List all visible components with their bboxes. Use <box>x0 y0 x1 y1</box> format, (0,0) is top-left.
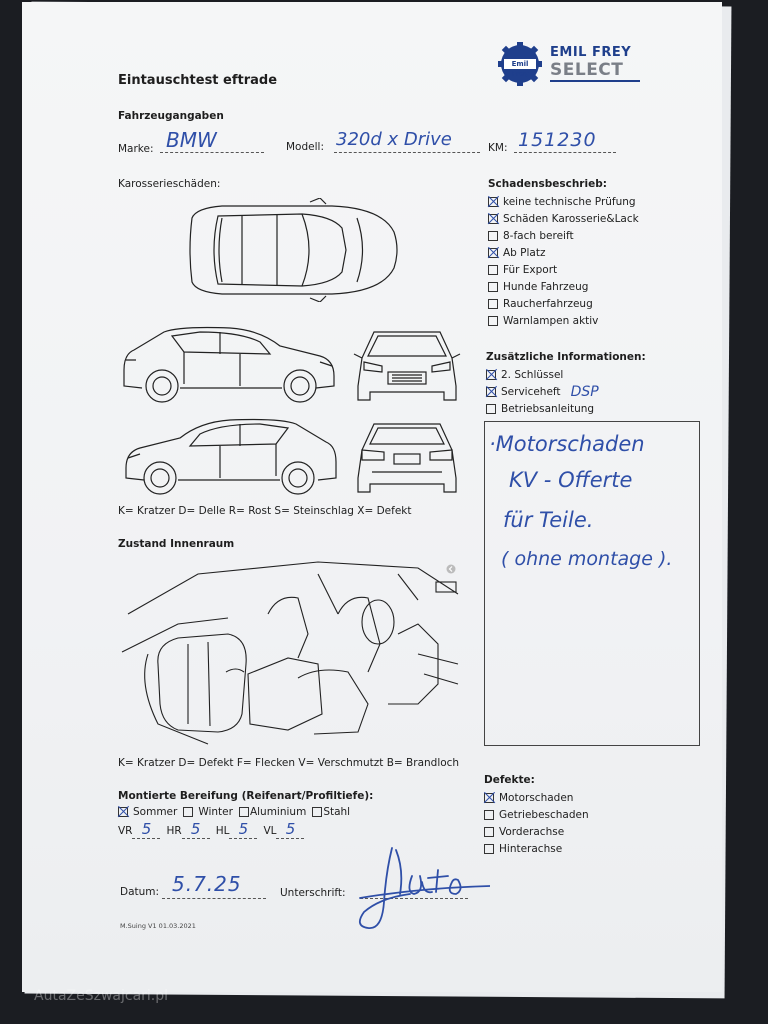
tire-depth-label: HR <box>166 825 182 837</box>
checkbox-label: Stahl <box>323 805 351 818</box>
checkbox-box[interactable] <box>486 387 496 397</box>
date-label: Datum: <box>120 886 160 898</box>
tire-depth-hr <box>166 820 209 839</box>
checkbox-label: Für Export <box>503 263 558 276</box>
damage-description-heading: Schadensbeschrieb: <box>488 178 607 190</box>
car-left-side-diagram <box>120 324 340 408</box>
checkbox-box[interactable] <box>488 282 498 292</box>
body-damage-heading: Karosserieschäden: <box>118 178 221 190</box>
logo-rule <box>550 80 640 82</box>
checkbox-box[interactable] <box>488 299 498 309</box>
checkbox-raucherfahrzeug[interactable] <box>488 295 639 312</box>
notes-line-3: für Teile. <box>503 508 594 532</box>
checkbox-hinterachse[interactable] <box>484 840 589 857</box>
interior-heading: Zustand Innenraum <box>118 538 235 550</box>
checkbox-box[interactable] <box>486 404 496 414</box>
checkbox-box[interactable] <box>488 248 498 258</box>
checkbox-serviceheft[interactable] <box>486 383 599 400</box>
tire-depth-row <box>118 820 304 839</box>
checkbox-label: Serviceheft <box>501 385 561 398</box>
tire-depth-label: VR <box>118 825 133 837</box>
checkbox-box[interactable] <box>183 807 193 817</box>
checkbox-box[interactable] <box>486 370 496 380</box>
notes-line-4: ( ohne montage ). <box>501 548 673 570</box>
checkbox-box[interactable] <box>484 793 494 803</box>
checkbox-2-schluessel[interactable] <box>486 366 599 383</box>
make-label: Marke: <box>118 143 154 155</box>
signature-label: Unterschrift: <box>280 887 346 899</box>
checkbox-8-fach-bereift[interactable] <box>488 227 639 244</box>
emil-frey-logo <box>498 42 643 86</box>
checkbox-label: 8-fach bereift <box>503 229 574 242</box>
car-top-view-diagram <box>182 198 402 302</box>
checkbox-label: Vorderachse <box>499 825 565 838</box>
checkbox-motorschaden[interactable] <box>484 789 589 806</box>
tire-depth-value: 5 <box>229 820 257 839</box>
form-sheet <box>22 2 722 992</box>
body-damage-legend: K= Kratzer D= Delle R= Rost S= Steinschlag X= Defekt <box>118 505 412 517</box>
checkbox-ab-platz[interactable] <box>488 244 639 261</box>
serviceheft-note: DSP <box>570 383 599 400</box>
interior-legend: K= Kratzer D= Defekt F= Flecken V= Verschmutzt B= Brandloch <box>118 757 460 769</box>
checkbox-vorderachse[interactable] <box>484 823 589 840</box>
model-value: 320d x Drive <box>336 129 452 150</box>
checkbox-getriebeschaden[interactable] <box>484 806 589 823</box>
tire-depth-value: 5 <box>276 820 304 839</box>
tire-depth-value: 5 <box>182 820 210 839</box>
checkbox-label: keine technische Prüfung <box>503 195 636 208</box>
logo-line-2: SELECT <box>550 60 624 80</box>
checkbox-label: Sommer <box>133 805 178 818</box>
checkbox-label: Motorschaden <box>499 791 574 804</box>
checkbox-box[interactable] <box>488 316 498 326</box>
checkbox-box[interactable] <box>312 807 322 817</box>
checkbox-hunde-fahrzeug[interactable] <box>488 278 639 295</box>
checkbox-box[interactable] <box>239 807 249 817</box>
additional-info-list <box>486 366 599 417</box>
km-value: 151230 <box>518 129 597 151</box>
make-value: BMW <box>166 128 217 152</box>
date-value: 5.7.25 <box>172 872 242 896</box>
tire-depth-vl <box>263 820 304 839</box>
checkbox-fuer-export[interactable] <box>488 261 639 278</box>
checkbox-label: Winter <box>198 805 233 818</box>
form-title: Eintauschtest eftrade <box>118 73 278 88</box>
date-field[interactable] <box>162 872 266 899</box>
checkbox-box[interactable] <box>118 807 128 817</box>
checkbox-label: Hinterachse <box>499 842 563 855</box>
vehicle-section-heading: Fahrzeugangaben <box>118 110 224 122</box>
model-label: Modell: <box>286 141 324 153</box>
car-rear-view-diagram <box>352 420 462 500</box>
checkbox-schaeden-karosserie-lack[interactable] <box>488 210 639 227</box>
checkbox-label: Betriebsanleitung <box>501 402 595 415</box>
form-version: M.Suing V1 01.03.2021 <box>120 922 196 930</box>
interior-diagram <box>118 554 464 750</box>
checkbox-label: Ab Platz <box>503 246 546 259</box>
notes-line-1: ·Motorschaden <box>489 432 645 456</box>
checkbox-keine-technische-pruefung[interactable] <box>488 193 639 210</box>
checkbox-box[interactable] <box>488 231 498 241</box>
model-field <box>334 129 480 153</box>
checkbox-label: Aluminium <box>249 805 307 818</box>
logo-badge-text: Emil Frey <box>511 60 529 78</box>
checkbox-box[interactable] <box>488 214 498 224</box>
checkbox-warnlampen-aktiv[interactable] <box>488 312 639 329</box>
checkbox-betriebsanleitung[interactable] <box>486 400 599 417</box>
km-field <box>514 129 616 153</box>
tire-type-options <box>118 803 350 820</box>
checkbox-box[interactable] <box>484 827 494 837</box>
handwritten-signature <box>340 842 490 932</box>
checkbox-box[interactable] <box>488 197 498 207</box>
watermark: AutaZeSzwajcari.pl <box>34 988 169 1004</box>
checkbox-label: Getriebeschaden <box>499 808 589 821</box>
make-field <box>160 128 264 153</box>
tire-depth-label: HL <box>215 825 230 837</box>
checkbox-aluminium[interactable] <box>239 803 306 820</box>
checkbox-label: Raucherfahrzeug <box>503 297 593 310</box>
notes-box[interactable] <box>484 421 700 746</box>
tire-depth-vr <box>118 820 160 839</box>
checkbox-box[interactable] <box>488 265 498 275</box>
notes-line-2: KV - Offerte <box>509 468 633 492</box>
damage-description-list <box>488 193 639 329</box>
logo-line-1: EMIL FREY <box>550 45 632 60</box>
checkbox-label: Warnlampen aktiv <box>503 314 599 327</box>
tire-depth-hl <box>216 820 258 839</box>
checkbox-label: Schäden Karosserie&Lack <box>503 212 639 225</box>
tire-depth-label: VL <box>263 825 277 837</box>
checkbox-winter[interactable] <box>183 803 233 820</box>
km-label: KM: <box>488 142 508 154</box>
defects-list <box>484 789 589 857</box>
signature-graphic <box>340 842 490 932</box>
tires-heading: Montierte Bereifung (Reifenart/Profiltiefe): <box>118 790 374 802</box>
car-right-side-diagram <box>120 416 340 500</box>
checkbox-stahl[interactable] <box>312 803 350 820</box>
additional-info-heading: Zusätzliche Informationen: <box>486 351 646 363</box>
checkbox-label: Hunde Fahrzeug <box>503 280 589 293</box>
arrow-left-icon <box>446 564 456 574</box>
checkbox-sommer[interactable] <box>118 803 177 820</box>
defects-heading: Defekte: <box>484 774 535 786</box>
checkbox-label: 2. Schlüssel <box>501 368 564 381</box>
checkbox-box[interactable] <box>484 810 494 820</box>
tire-depth-value: 5 <box>132 820 160 839</box>
car-front-view-diagram <box>352 328 462 408</box>
